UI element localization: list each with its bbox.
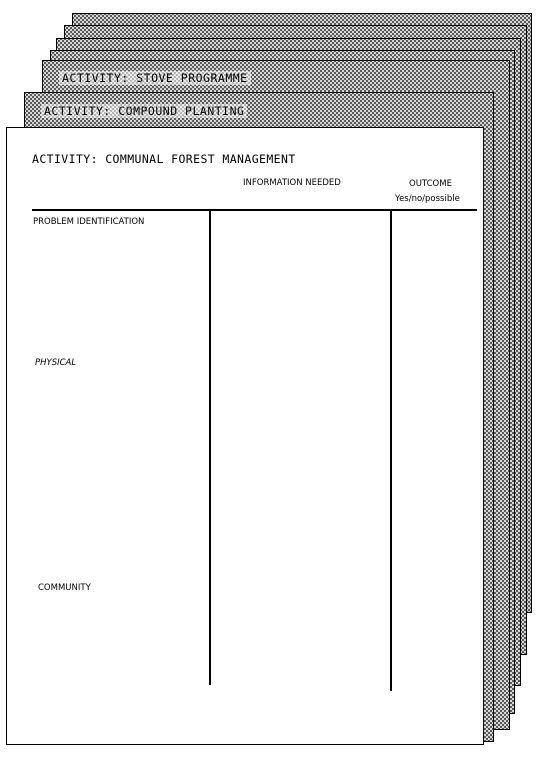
front-sheet-form [6, 127, 484, 745]
row-label-physical: PHYSICAL [35, 358, 77, 368]
column-header-information-needed: INFORMATION NEEDED [243, 178, 341, 188]
column-divider-right [390, 210, 392, 691]
sheet-title-stove: ACTIVITY: STOVE PROGRAMME [59, 71, 251, 85]
column-header-outcome-options: Yes/no/possible [395, 194, 460, 204]
row-label-community: COMMUNITY [38, 583, 91, 593]
sheet-title-compound: ACTIVITY: COMPOUND PLANTING [41, 104, 247, 118]
header-divider-line [32, 209, 477, 211]
column-divider-left [209, 210, 211, 685]
row-label-problem-identification: PROBLEM IDENTIFICATION [33, 217, 145, 227]
column-header-outcome: OUTCOME [409, 179, 452, 189]
form-title: ACTIVITY: COMMUNAL FOREST MANAGEMENT [32, 152, 296, 166]
